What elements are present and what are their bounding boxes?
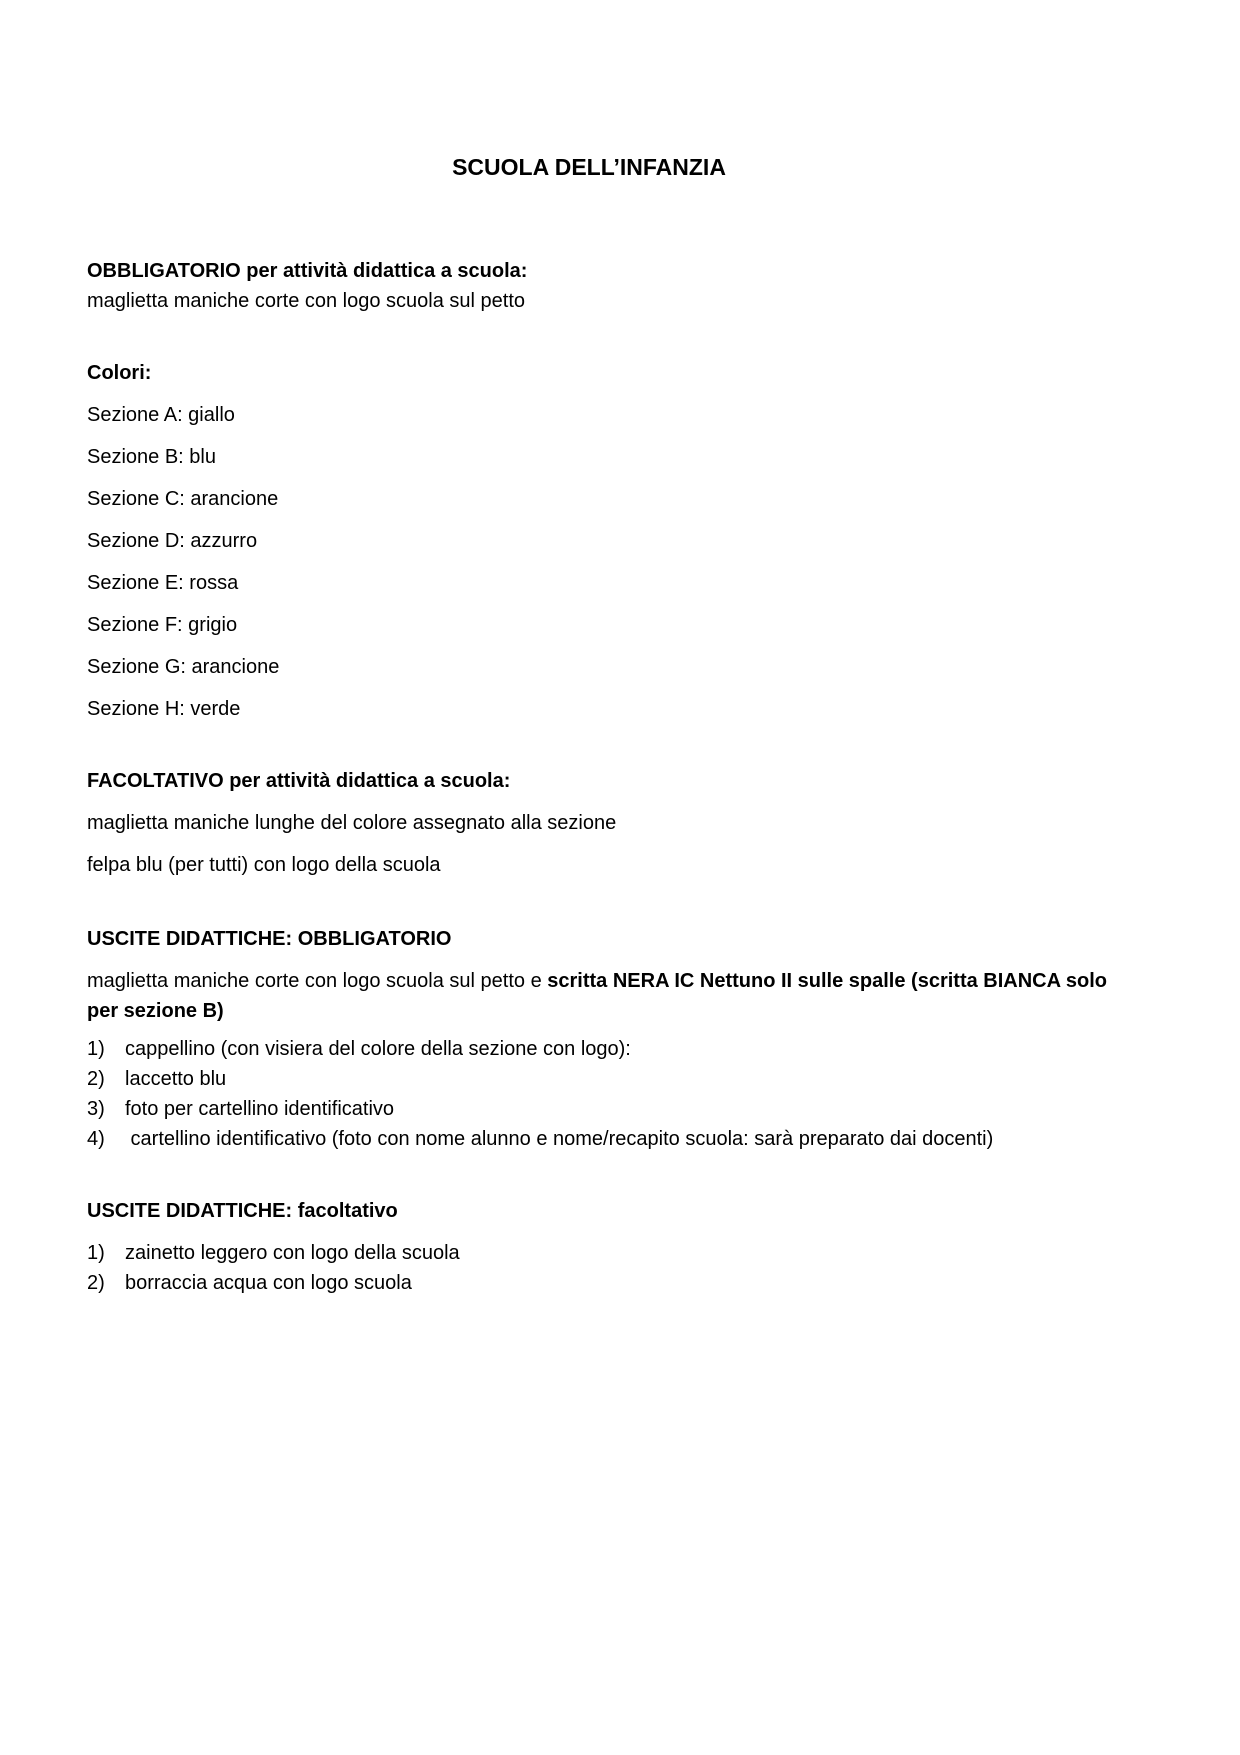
section-text: maglietta maniche corte con logo scuola sul petto [87,290,526,312]
optional-item: felpa blu (per tutti) con logo della scuola [87,854,441,876]
page-title: SCUOLA DELL’INFANZIA [452,154,726,180]
list-item [87,1238,1127,1268]
uscite-required-list [87,1034,1127,1154]
list-item [87,1268,1127,1298]
document-body [87,256,1127,1298]
section-heading: FACOLTATIVO per attività didattica a scuola: [87,770,511,792]
section-obbligatorio [87,256,1127,316]
list-number: 2) [87,1272,105,1294]
color-item: Sezione F: grigio [87,614,238,636]
list-number: 3) [87,1098,105,1120]
list-number: 4) [87,1128,105,1150]
list-text: zainetto leggero con logo della scuola [125,1242,460,1264]
optional-item: maglietta maniche lunghe del colore assegnato alla sezione [87,812,617,834]
uscite-optional-list [87,1238,1127,1298]
color-item: Sezione A: giallo [87,404,235,426]
list-item [87,1064,1127,1094]
section-heading: OBBLIGATORIO per attività didattica a scuola: [87,260,528,282]
color-item: Sezione G: arancione [87,656,280,678]
list-number: 1) [87,1038,105,1060]
list-text: foto per cartellino identificativo [125,1098,395,1120]
section-colori [87,358,1127,724]
list-text: cartellino identificativo (foto con nome alunno e nome/recapito scuola: sarà preparato dai docenti) [125,1128,994,1150]
list-item [87,1094,1127,1124]
color-item: Sezione C: arancione [87,488,279,510]
section-heading: USCITE DIDATTICHE: OBBLIGATORIO [87,928,452,950]
list-number: 2) [87,1068,105,1090]
list-item [87,1124,1127,1154]
color-item: Sezione B: blu [87,446,216,468]
section-heading: Colori: [87,362,152,384]
section-facoltativo [87,766,1127,880]
uscite-text-plain: maglietta maniche corte con logo scuola sul petto e [87,970,548,992]
uscite-text-bold: scritta NERA IC Nettuno II sulle spalle (scritta BIANCA solo per sezione B) [87,970,1107,1022]
section-uscite-facoltativo [87,1196,1127,1298]
list-item [87,1034,1127,1064]
color-item: Sezione H: verde [87,698,241,720]
section-uscite-obbligatorio [87,924,1127,1154]
color-item: Sezione D: azzurro [87,530,258,552]
uscite-description [87,966,1127,1026]
list-number: 1) [87,1242,105,1264]
section-heading: USCITE DIDATTICHE: facoltativo [87,1200,398,1222]
list-text: cappellino (con visiera del colore della sezione con logo): [125,1038,631,1060]
color-item: Sezione E: rossa [87,572,239,594]
list-text: laccetto blu [125,1068,227,1090]
list-text: borraccia acqua con logo scuola [125,1272,412,1294]
